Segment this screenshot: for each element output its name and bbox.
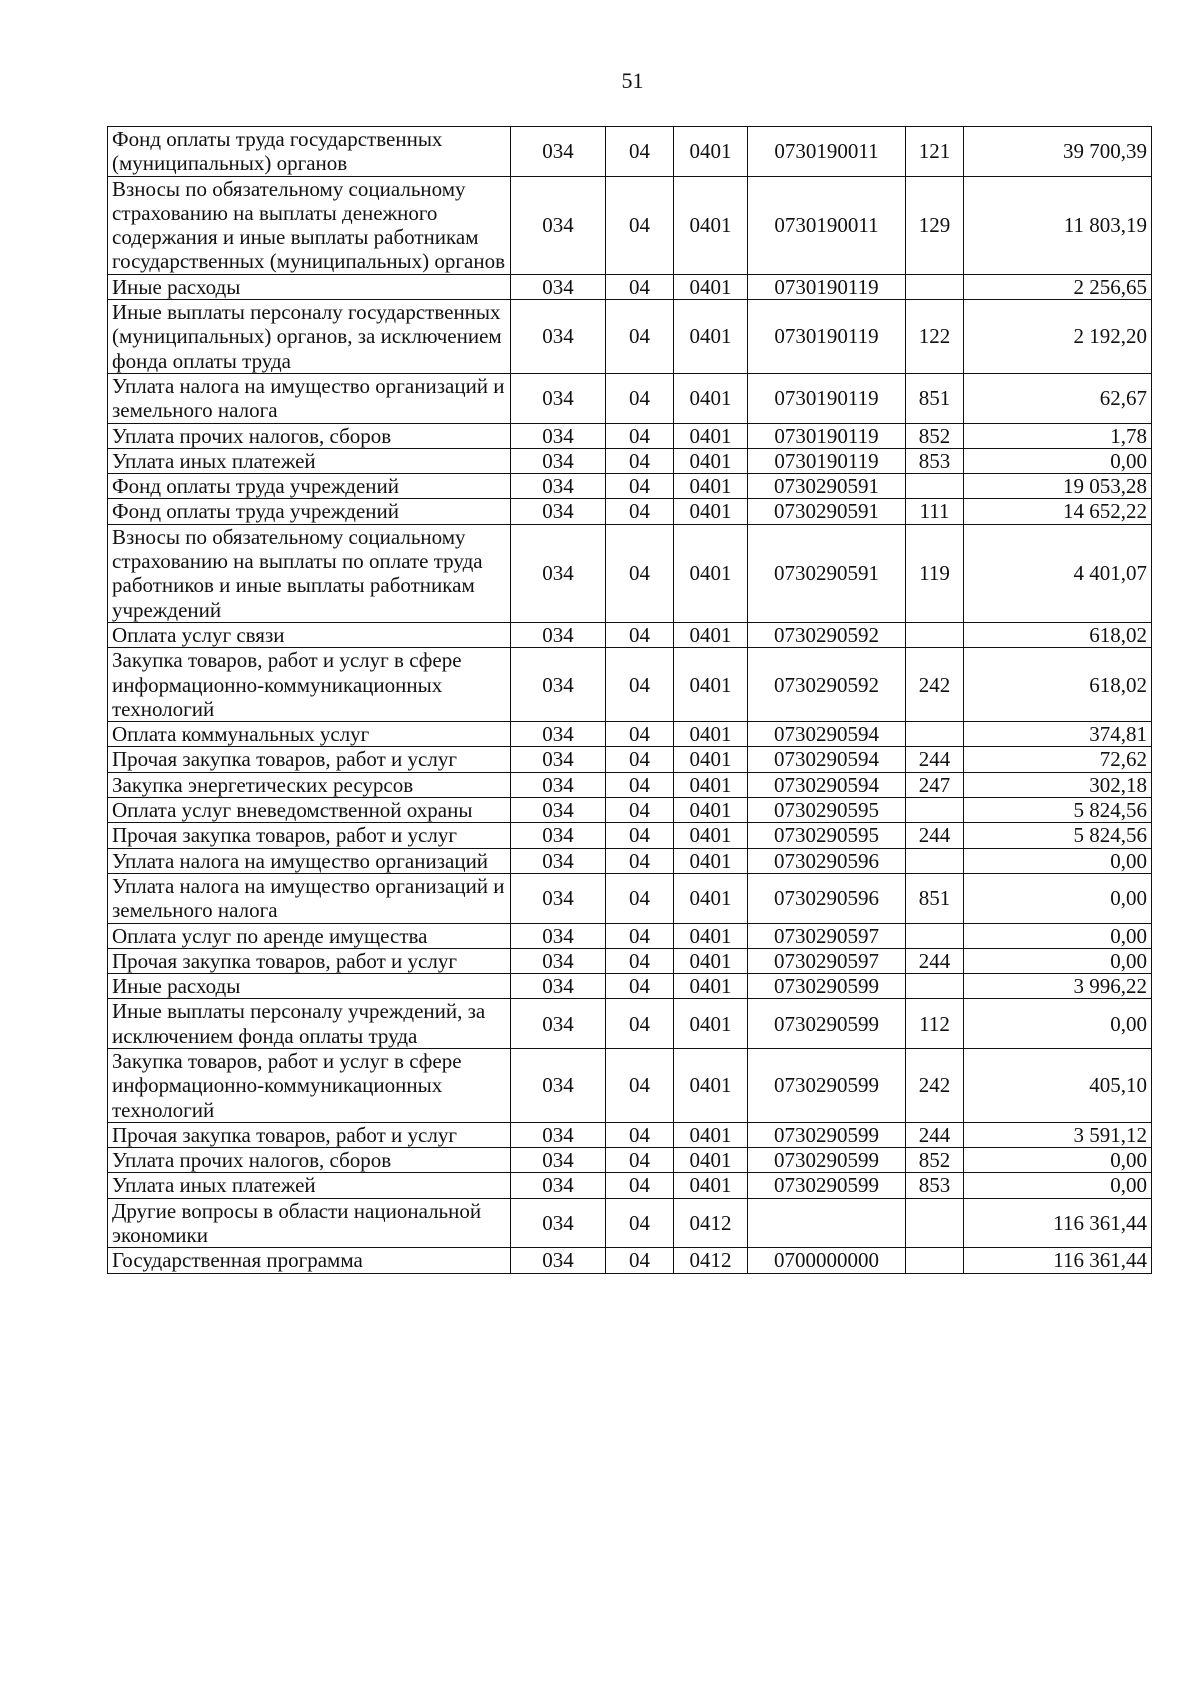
admin-code-cell: 034 [511, 1122, 606, 1147]
table-row [108, 622, 1152, 647]
admin-code-cell: 034 [511, 474, 606, 499]
table-row [108, 448, 1152, 473]
subsection-code-cell: 0401 [674, 798, 748, 823]
subsection-code-cell: 0401 [674, 499, 748, 524]
table-row [108, 948, 1152, 973]
section-code-cell: 04 [606, 747, 674, 772]
subsection-code-cell: 0401 [674, 622, 748, 647]
amount-cell: 19 053,28 [964, 474, 1152, 499]
section-code-cell: 04 [606, 274, 674, 299]
amount-cell: 0,00 [964, 448, 1152, 473]
subsection-code-cell: 0401 [674, 772, 748, 797]
target-article-cell: 0730190011 [748, 176, 906, 274]
table-row [108, 772, 1152, 797]
expense-type-cell: 247 [906, 772, 964, 797]
table-row [108, 176, 1152, 274]
expense-name-cell: Иные расходы [108, 274, 511, 299]
expense-name-cell: Другие вопросы в области национальной экономики [108, 1198, 511, 1248]
expense-name-cell: Фонд оплаты труда учреждений [108, 474, 511, 499]
section-code-cell: 04 [606, 1198, 674, 1248]
target-article-cell: 0730290596 [748, 848, 906, 873]
section-code-cell: 04 [606, 373, 674, 423]
subsection-code-cell: 0401 [674, 648, 748, 722]
section-code-cell: 04 [606, 722, 674, 747]
expense-type-cell [906, 798, 964, 823]
target-article-cell: 0730290594 [748, 722, 906, 747]
amount-cell: 14 652,22 [964, 499, 1152, 524]
expense-name-cell: Прочая закупка товаров, работ и услуг [108, 948, 511, 973]
table-row [108, 848, 1152, 873]
admin-code-cell: 034 [511, 373, 606, 423]
target-article-cell: 0730290599 [748, 1122, 906, 1147]
expense-name-cell: Оплата услуг по аренде имущества [108, 923, 511, 948]
admin-code-cell: 034 [511, 1248, 606, 1273]
subsection-code-cell: 0401 [674, 747, 748, 772]
amount-cell: 405,10 [964, 1048, 1152, 1122]
target-article-cell [748, 1198, 906, 1248]
admin-code-cell: 034 [511, 873, 606, 923]
section-code-cell: 04 [606, 448, 674, 473]
expense-type-cell [906, 848, 964, 873]
section-code-cell: 04 [606, 873, 674, 923]
table-row [108, 1173, 1152, 1198]
table-row [108, 1122, 1152, 1147]
admin-code-cell: 034 [511, 948, 606, 973]
expense-type-cell [906, 622, 964, 647]
expense-type-cell [906, 1198, 964, 1248]
amount-cell: 72,62 [964, 747, 1152, 772]
amount-cell: 3 996,22 [964, 974, 1152, 999]
expense-type-cell [906, 274, 964, 299]
admin-code-cell: 034 [511, 423, 606, 448]
section-code-cell: 04 [606, 772, 674, 797]
table-row [108, 873, 1152, 923]
expense-name-cell: Закупка товаров, работ и услуг в сфере информационно-коммуникационных технологий [108, 648, 511, 722]
page-number: 51 [621, 68, 644, 93]
target-article-cell: 0730290597 [748, 923, 906, 948]
subsection-code-cell: 0401 [674, 1048, 748, 1122]
expense-name-cell: Уплата прочих налогов, сборов [108, 1148, 511, 1173]
target-article-cell: 0730290591 [748, 524, 906, 622]
expense-name-cell: Иные выплаты персоналу учреждений, за исключением фонда оплаты труда [108, 999, 511, 1049]
table-row [108, 423, 1152, 448]
admin-code-cell: 034 [511, 722, 606, 747]
amount-cell: 1,78 [964, 423, 1152, 448]
target-article-cell: 0730290594 [748, 772, 906, 797]
expense-type-cell: 244 [906, 823, 964, 848]
expense-type-cell: 851 [906, 373, 964, 423]
section-code-cell: 04 [606, 474, 674, 499]
admin-code-cell: 034 [511, 1173, 606, 1198]
admin-code-cell: 034 [511, 923, 606, 948]
target-article-cell: 0730190011 [748, 127, 906, 177]
subsection-code-cell: 0401 [674, 1122, 748, 1147]
subsection-code-cell: 0401 [674, 923, 748, 948]
amount-cell: 0,00 [964, 948, 1152, 973]
subsection-code-cell: 0401 [674, 423, 748, 448]
subsection-code-cell: 0401 [674, 974, 748, 999]
admin-code-cell: 034 [511, 1148, 606, 1173]
subsection-code-cell: 0401 [674, 127, 748, 177]
table-row [108, 499, 1152, 524]
target-article-cell: 0730190119 [748, 448, 906, 473]
target-article-cell: 0730290599 [748, 1173, 906, 1198]
admin-code-cell: 034 [511, 499, 606, 524]
section-code-cell: 04 [606, 1148, 674, 1173]
expense-name-cell: Взносы по обязательному социальному страхованию на выплаты денежного содержания и иные выплаты работникам государственных (муниципальных) органов [108, 176, 511, 274]
amount-cell: 5 824,56 [964, 823, 1152, 848]
expense-name-cell: Фонд оплаты труда государственных (муниципальных) органов [108, 127, 511, 177]
amount-cell: 62,67 [964, 373, 1152, 423]
expense-name-cell: Уплата иных платежей [108, 1173, 511, 1198]
target-article-cell: 0730290595 [748, 798, 906, 823]
expense-type-cell [906, 1248, 964, 1273]
admin-code-cell: 034 [511, 798, 606, 823]
target-article-cell: 0730290592 [748, 648, 906, 722]
table-row [108, 823, 1152, 848]
admin-code-cell: 034 [511, 848, 606, 873]
amount-cell: 0,00 [964, 1173, 1152, 1198]
subsection-code-cell: 0412 [674, 1248, 748, 1273]
admin-code-cell: 034 [511, 648, 606, 722]
table-row [108, 274, 1152, 299]
target-article-cell: 0730290591 [748, 499, 906, 524]
expense-name-cell: Государственная программа [108, 1248, 511, 1273]
expense-type-cell: 242 [906, 1048, 964, 1122]
target-article-cell: 0730190119 [748, 423, 906, 448]
section-code-cell: 04 [606, 423, 674, 448]
amount-cell: 0,00 [964, 848, 1152, 873]
table-row [108, 524, 1152, 622]
table-row [108, 722, 1152, 747]
subsection-code-cell: 0401 [674, 722, 748, 747]
subsection-code-cell: 0401 [674, 1173, 748, 1198]
section-code-cell: 04 [606, 648, 674, 722]
section-code-cell: 04 [606, 524, 674, 622]
amount-cell: 0,00 [964, 923, 1152, 948]
amount-cell: 0,00 [964, 873, 1152, 923]
subsection-code-cell: 0401 [674, 873, 748, 923]
section-code-cell: 04 [606, 176, 674, 274]
table-row [108, 747, 1152, 772]
subsection-code-cell: 0401 [674, 1148, 748, 1173]
admin-code-cell: 034 [511, 772, 606, 797]
expense-name-cell: Закупка товаров, работ и услуг в сфере информационно-коммуникационных технологий [108, 1048, 511, 1122]
budget-table [107, 126, 1152, 1274]
expense-type-cell: 851 [906, 873, 964, 923]
expense-name-cell: Оплата услуг связи [108, 622, 511, 647]
admin-code-cell: 034 [511, 622, 606, 647]
target-article-cell: 0730290595 [748, 823, 906, 848]
amount-cell: 2 192,20 [964, 300, 1152, 374]
amount-cell: 2 256,65 [964, 274, 1152, 299]
expense-name-cell: Фонд оплаты труда учреждений [108, 499, 511, 524]
subsection-code-cell: 0401 [674, 823, 748, 848]
table-body [108, 127, 1152, 1274]
expense-type-cell: 119 [906, 524, 964, 622]
expense-type-cell: 853 [906, 1173, 964, 1198]
expense-name-cell: Уплата налога на имущество организаций и земельного налога [108, 373, 511, 423]
section-code-cell: 04 [606, 823, 674, 848]
target-article-cell: 0730190119 [748, 274, 906, 299]
target-article-cell: 0730190119 [748, 300, 906, 374]
expense-type-cell: 244 [906, 747, 964, 772]
section-code-cell: 04 [606, 622, 674, 647]
expense-name-cell: Оплата коммунальных услуг [108, 722, 511, 747]
expense-name-cell: Иные расходы [108, 974, 511, 999]
section-code-cell: 04 [606, 798, 674, 823]
target-article-cell: 0730290599 [748, 1048, 906, 1122]
table-row [108, 474, 1152, 499]
expense-type-cell [906, 923, 964, 948]
subsection-code-cell: 0401 [674, 999, 748, 1049]
section-code-cell: 04 [606, 1173, 674, 1198]
expense-type-cell: 129 [906, 176, 964, 274]
subsection-code-cell: 0401 [674, 524, 748, 622]
expense-name-cell: Уплата иных платежей [108, 448, 511, 473]
admin-code-cell: 034 [511, 274, 606, 299]
table-row [108, 999, 1152, 1049]
subsection-code-cell: 0401 [674, 948, 748, 973]
admin-code-cell: 034 [511, 127, 606, 177]
section-code-cell: 04 [606, 1248, 674, 1273]
amount-cell: 39 700,39 [964, 127, 1152, 177]
table-row [108, 1198, 1152, 1248]
amount-cell: 618,02 [964, 648, 1152, 722]
expense-type-cell [906, 474, 964, 499]
amount-cell: 618,02 [964, 622, 1152, 647]
amount-cell: 0,00 [964, 1148, 1152, 1173]
admin-code-cell: 034 [511, 999, 606, 1049]
expense-type-cell: 244 [906, 1122, 964, 1147]
expense-type-cell: 112 [906, 999, 964, 1049]
target-article-cell: 0730190119 [748, 373, 906, 423]
expense-name-cell: Иные выплаты персоналу государственных (муниципальных) органов, за исключением фонда оплаты труда [108, 300, 511, 374]
target-article-cell: 0730290599 [748, 999, 906, 1049]
expense-name-cell: Уплата налога на имущество организаций [108, 848, 511, 873]
table-row [108, 300, 1152, 374]
amount-cell: 116 361,44 [964, 1198, 1152, 1248]
table-row [108, 923, 1152, 948]
admin-code-cell: 034 [511, 1048, 606, 1122]
admin-code-cell: 034 [511, 747, 606, 772]
table-row [108, 974, 1152, 999]
expense-name-cell: Закупка энергетических ресурсов [108, 772, 511, 797]
section-code-cell: 04 [606, 999, 674, 1049]
expense-type-cell [906, 974, 964, 999]
target-article-cell: 0730290592 [748, 622, 906, 647]
admin-code-cell: 034 [511, 1198, 606, 1248]
amount-cell: 3 591,12 [964, 1122, 1152, 1147]
amount-cell: 0,00 [964, 999, 1152, 1049]
subsection-code-cell: 0401 [674, 448, 748, 473]
target-article-cell: 0730290591 [748, 474, 906, 499]
target-article-cell: 0730290596 [748, 873, 906, 923]
section-code-cell: 04 [606, 848, 674, 873]
amount-cell: 302,18 [964, 772, 1152, 797]
expense-type-cell: 852 [906, 423, 964, 448]
section-code-cell: 04 [606, 300, 674, 374]
expense-name-cell: Взносы по обязательному социальному страхованию на выплаты по оплате труда работников и иные выплаты работникам учреждений [108, 524, 511, 622]
table-row [108, 373, 1152, 423]
expense-type-cell: 121 [906, 127, 964, 177]
section-code-cell: 04 [606, 1122, 674, 1147]
table-row [108, 1248, 1152, 1273]
expense-name-cell: Прочая закупка товаров, работ и услуг [108, 823, 511, 848]
subsection-code-cell: 0401 [674, 474, 748, 499]
expense-name-cell: Прочая закупка товаров, работ и услуг [108, 1122, 511, 1147]
table-row [108, 1148, 1152, 1173]
target-article-cell: 0730290597 [748, 948, 906, 973]
section-code-cell: 04 [606, 974, 674, 999]
expense-type-cell: 853 [906, 448, 964, 473]
amount-cell: 11 803,19 [964, 176, 1152, 274]
expense-type-cell: 122 [906, 300, 964, 374]
subsection-code-cell: 0412 [674, 1198, 748, 1248]
target-article-cell: 0730290599 [748, 1148, 906, 1173]
expense-name-cell: Уплата прочих налогов, сборов [108, 423, 511, 448]
expense-type-cell: 242 [906, 648, 964, 722]
expense-name-cell: Оплата услуг вневедомственной охраны [108, 798, 511, 823]
subsection-code-cell: 0401 [674, 274, 748, 299]
expense-type-cell [906, 722, 964, 747]
admin-code-cell: 034 [511, 448, 606, 473]
section-code-cell: 04 [606, 1048, 674, 1122]
section-code-cell: 04 [606, 948, 674, 973]
amount-cell: 5 824,56 [964, 798, 1152, 823]
section-code-cell: 04 [606, 499, 674, 524]
admin-code-cell: 034 [511, 823, 606, 848]
admin-code-cell: 034 [511, 524, 606, 622]
subsection-code-cell: 0401 [674, 373, 748, 423]
subsection-code-cell: 0401 [674, 300, 748, 374]
amount-cell: 374,81 [964, 722, 1152, 747]
section-code-cell: 04 [606, 127, 674, 177]
table-row [108, 127, 1152, 177]
admin-code-cell: 034 [511, 176, 606, 274]
table-row [108, 798, 1152, 823]
amount-cell: 116 361,44 [964, 1248, 1152, 1273]
admin-code-cell: 034 [511, 300, 606, 374]
section-code-cell: 04 [606, 923, 674, 948]
target-article-cell: 0700000000 [748, 1248, 906, 1273]
table-row [108, 648, 1152, 722]
expense-name-cell: Прочая закупка товаров, работ и услуг [108, 747, 511, 772]
target-article-cell: 0730290599 [748, 974, 906, 999]
subsection-code-cell: 0401 [674, 848, 748, 873]
expense-type-cell: 111 [906, 499, 964, 524]
expense-type-cell: 852 [906, 1148, 964, 1173]
target-article-cell: 0730290594 [748, 747, 906, 772]
expense-name-cell: Уплата налога на имущество организаций и земельного налога [108, 873, 511, 923]
amount-cell: 4 401,07 [964, 524, 1152, 622]
admin-code-cell: 034 [511, 974, 606, 999]
expense-type-cell: 244 [906, 948, 964, 973]
table-row [108, 1048, 1152, 1122]
subsection-code-cell: 0401 [674, 176, 748, 274]
